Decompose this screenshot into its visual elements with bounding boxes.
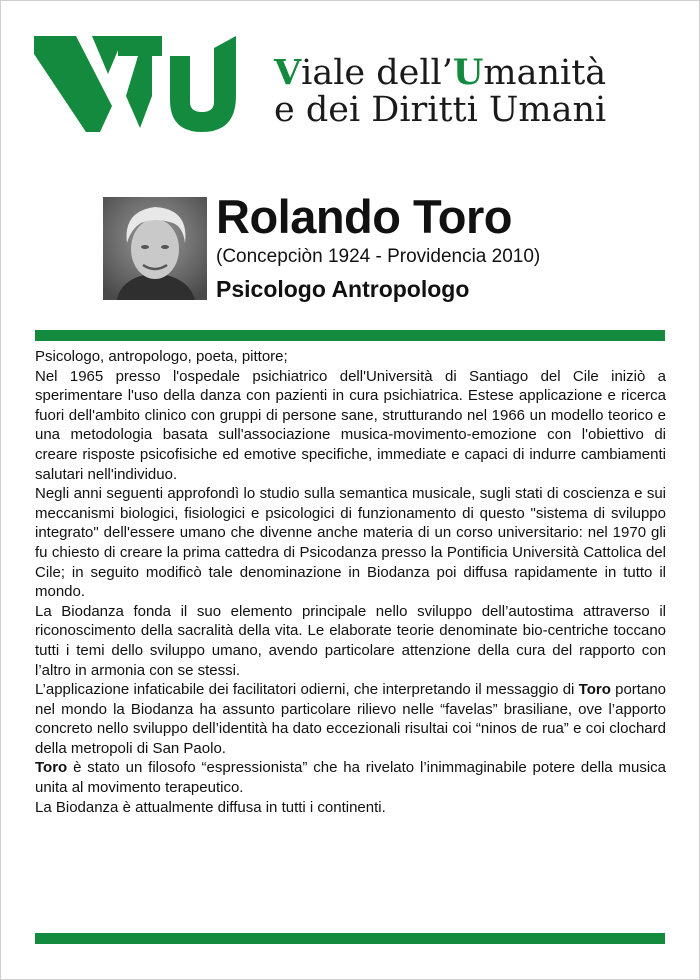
bio-paragraph-4: La Biodanza fonda il suo elemento principale nello sviluppo dell’autostima attraverso il riconoscimento della sacralità della vita. Le elaborate teorie denominate bio-centriche toccano tutti i temi dello sviluppo umano, avendo particolare attenzione della cura del rapporto con l’altro in armonia con se stessi. [35, 602, 666, 679]
logo-title-line2: e dei Diritti Umani [274, 90, 607, 130]
bio-paragraph-6: Toro è stato un filosofo “espressionista” che ha rivelato l’inimmaginabile potere della musica unita al movimento terapeutico. [35, 759, 666, 797]
logo-title [274, 54, 606, 129]
top-divider [35, 330, 665, 341]
bottom-divider [35, 933, 665, 944]
bio-paragraph-2: Nel 1965 presso l'ospedale psichiatrico dell'Università di Santiago del Cile iniziò a sperimentare l'uso della danza con pazienti in cura psichiatrica. Estese applicazione e ricerca fuori dell'ambito clinico con gruppi di persone sane, strutturando nel 1966 un modello teorico e una metodologia basata sull'associazione musica-movimento-emozione con l'obiettivo di creare risposte psicofisiche ed emotive specifiche, immediate e capaci di indurre cambiamenti salutari nell'individuo. [35, 367, 666, 483]
portrait-photo [103, 197, 207, 300]
logo-title-line1: Viale dell’Umanità [274, 52, 607, 93]
person-name: Rolando Toro [216, 190, 512, 243]
bio-paragraph-5: L’applicazione infaticabile dei facilitatori odierni, che interpretando il messaggio di Toro portano nel mondo la Biodanza ha assunto particolare rilievo nelle “favelas” brasiliane, ove l’apporto concreto nello sviluppo dell’identità ha dato eccezionali risultai coi “ninos de rua” e coi clochard della metropoli di San Paolo. [35, 681, 666, 757]
bio-paragraph-7: La Biodanza è attualmente diffusa in tutti i continenti. [35, 798, 386, 816]
person-role: Psicologo Antropologo [216, 276, 470, 302]
vu-monogram-icon [34, 36, 260, 132]
person-dates: (Concepciòn 1924 - Providencia 2010) [216, 246, 541, 267]
bio-paragraph-3: Negli anni seguenti approfondì lo studio sulla semantica musicale, sugli stati di coscienza e sui meccanismi biologici, fisiologici e psicologici di funzionamento di questo "sistema di sviluppo integrato" dell'essere umano che divenne anche materia di un corso universitario: nel 1970 gli fu chiesto di creare la prima cattedra di Psicodanza presso la Pontificia Università Cattolica del Cile; in seguito modificò tale denominazione in Biodanza poi diffusa rapidamente in tutto il mondo. [35, 485, 666, 601]
biography-text [35, 347, 666, 817]
bio-paragraph-1: Psicologo, antropologo, poeta, pittore; [35, 348, 288, 365]
